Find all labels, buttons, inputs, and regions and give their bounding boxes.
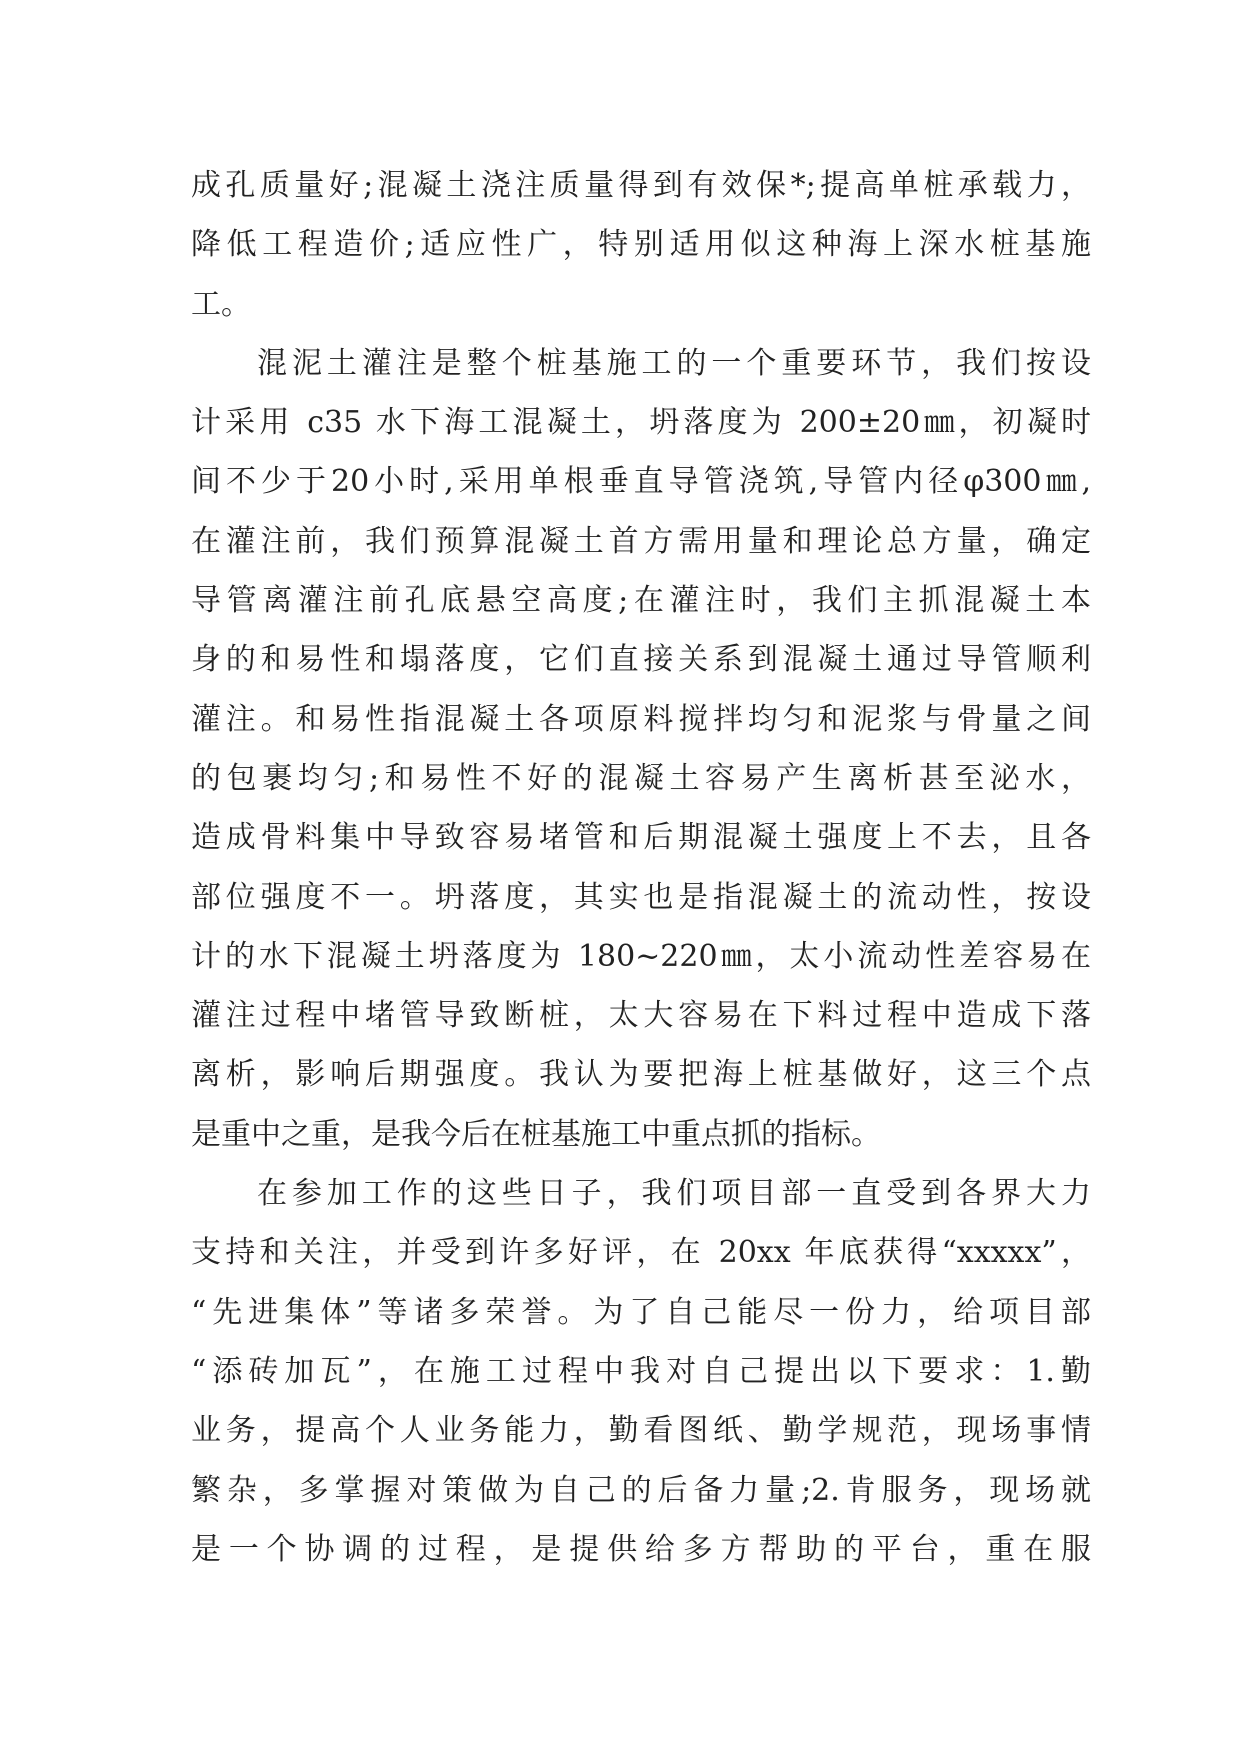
text-line: 支持和关注，并受到许多好评，在 20xx 年底获得“xxxxx”， [191, 1235, 1091, 1271]
text-line: 业务，提高个人业务能力，勤看图纸、勤学规范，现场事情 [191, 1413, 1091, 1449]
paragraph-first-line: 混泥土灌注是整个桩基施工的一个重要环节，我们按设 [257, 345, 1091, 381]
text-line: “添砖加瓦”，在施工过程中我对自己提出以下要求：1.勤 [191, 1353, 1091, 1389]
text-line: 工。 [191, 286, 251, 322]
text-line: 灌注。和易性指混凝土各项原料搅拌均匀和泥浆与骨量之间 [191, 701, 1091, 737]
paragraph-first-line: 在参加工作的这些日子，我们项目部一直受到各界大力 [257, 1176, 1091, 1212]
text-line: 是重中之重，是我今后在桩基施工中重点抓的指标。 [191, 1116, 881, 1152]
text-line: 成孔质量好;混凝土浇注质量得到有效保*;提高单桩承载力， [191, 168, 1091, 203]
text-line: 离析，影响后期强度。我认为要把海上桩基做好，这三个点 [191, 1057, 1091, 1093]
text-line: 身的和易性和塌落度，它们直接关系到混凝土通过导管顺利 [191, 642, 1091, 678]
text-line: 间不少于20小时,采用单根垂直导管浇筑,导管内径φ300㎜, [191, 464, 1091, 500]
body-text [191, 156, 1091, 1579]
text-line: “先进集体”等诸多荣誉。为了自己能尽一份力，给项目部 [191, 1294, 1091, 1330]
text-line: 造成骨料集中导致容易堵管和后期混凝土强度上不去，且各 [191, 820, 1091, 856]
text-line: 计的水下混凝土坍落度为 180~220㎜，太小流动性差容易在 [191, 938, 1091, 974]
text-line: 降低工程造价;适应性广，特别适用似这种海上深水桩基施 [191, 227, 1091, 263]
text-line: 在灌注前，我们预算混凝土首方需用量和理论总方量，确定 [191, 523, 1091, 559]
text-line: 繁杂，多掌握对策做为自己的后备力量;2.肯服务，现场就 [191, 1472, 1091, 1508]
text-line: 的包裹均匀;和易性不好的混凝土容易产生离析甚至泌水， [191, 760, 1091, 796]
text-line: 导管离灌注前孔底悬空高度;在灌注时，我们主抓混凝土本 [191, 583, 1091, 619]
text-line: 灌注过程中堵管导致断桩，太大容易在下料过程中造成下落 [191, 998, 1091, 1034]
text-line: 计采用 c35 水下海工混凝土，坍落度为 200±20㎜，初凝时 [191, 405, 1091, 441]
text-line: 是一个协调的过程，是提供给多方帮助的平台，重在服 [191, 1531, 1091, 1567]
text-line: 部位强度不一。坍落度，其实也是指混凝土的流动性，按设 [191, 879, 1091, 915]
